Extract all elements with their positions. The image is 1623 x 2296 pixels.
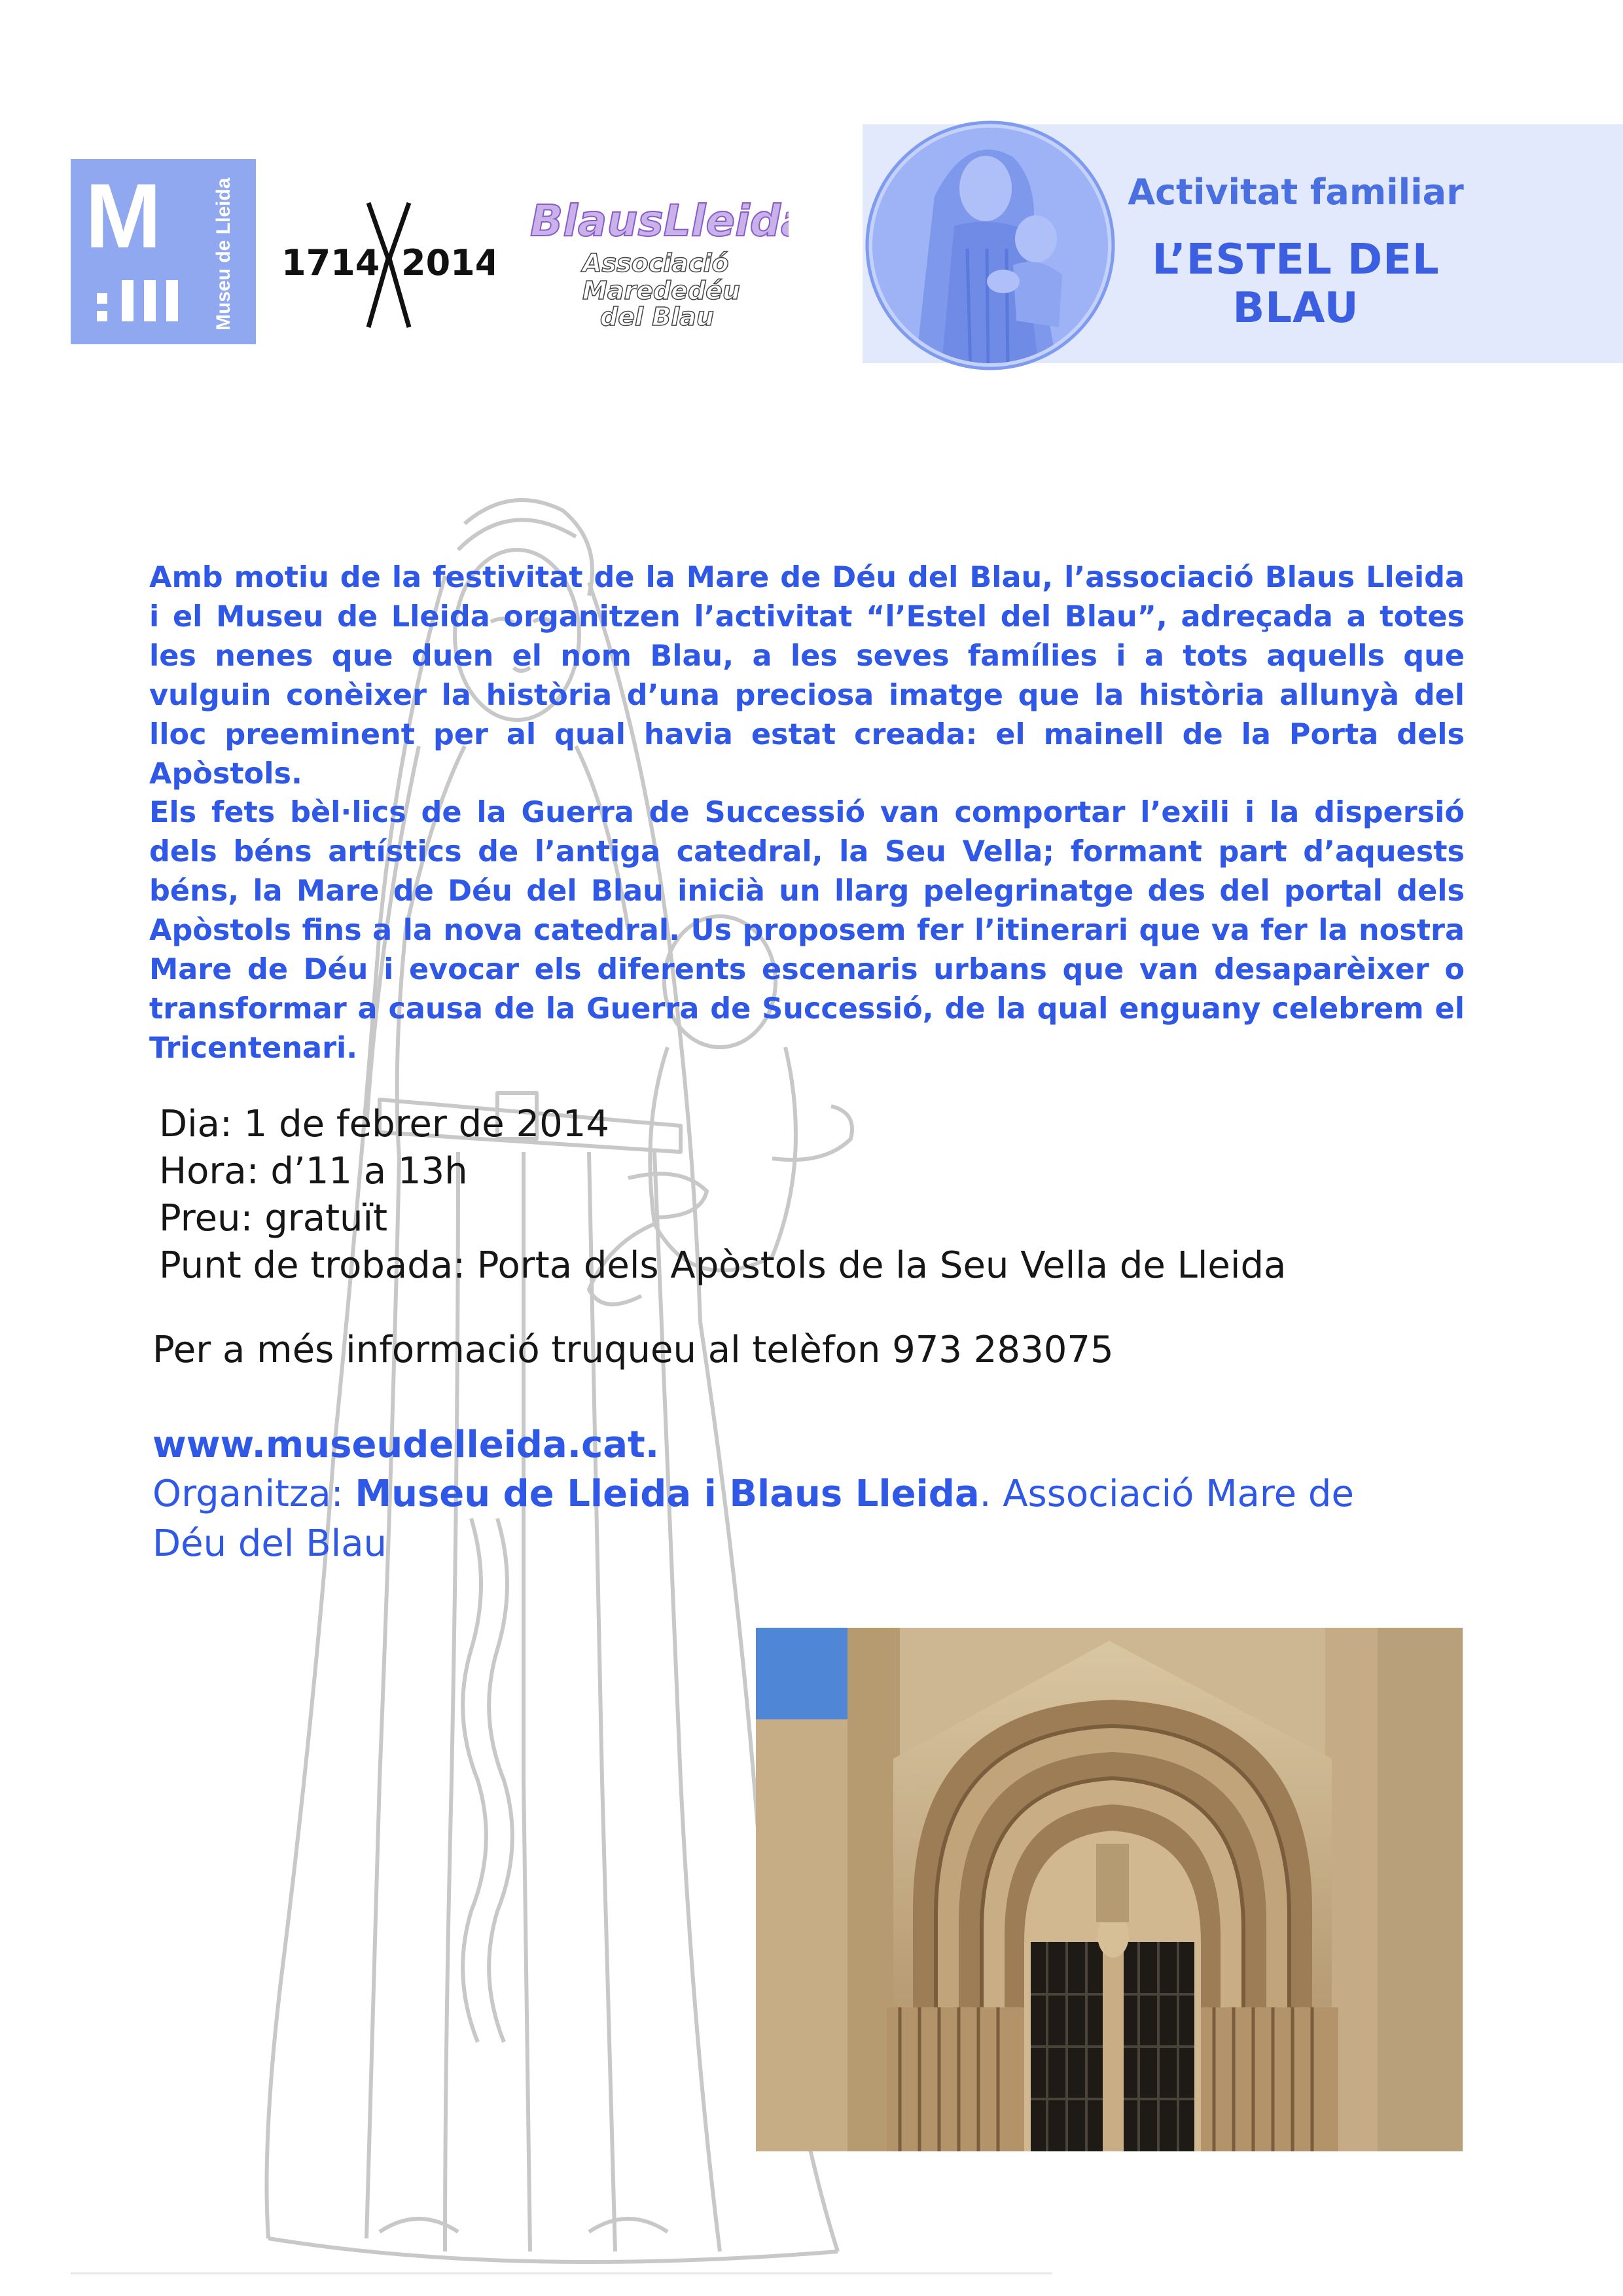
banner-subtitle: Activitat familiar: [1128, 171, 1464, 213]
organizer-line: [152, 1469, 1396, 1569]
event-details: [159, 1101, 1286, 1289]
svg-text:Marededéu: Marededéu: [582, 276, 740, 305]
svg-text:1714: 1714: [281, 242, 380, 283]
svg-text:Museu de Lleida: Museu de Lleida: [213, 177, 234, 331]
event-price: Preu: gratuït: [159, 1197, 388, 1240]
svg-text:2014: 2014: [401, 242, 494, 283]
virgin-medallion-icon: [863, 118, 1118, 373]
organizer-prefix: Organitza:: [152, 1473, 355, 1515]
blaus-lleida-logo: [527, 187, 789, 337]
website-link[interactable]: www.museudelleida.cat.: [152, 1424, 660, 1466]
phone-info: Per a més informació truqueu al telèfon 973 283075: [152, 1329, 1114, 1371]
organizer-suffix: . Associació Mare de Déu del Blau: [152, 1473, 1354, 1565]
banner-title: L’ESTEL DEL BLAU: [1152, 236, 1440, 332]
cathedral-portal-photo: [756, 1628, 1463, 2151]
history-paragraph: Els fets bèl·lics de la Guerra de Successió van comportar l’exili i la dispersió dels béns artístics de l’antiga catedral, la Seu Vella; formant part d’aquests béns, la Mare de Déu del Blau inicià un llarg pelegrinatge des del portal dels Apòstols fins a la nova catedral. Us proposem fer l’itinerari que va fer la nostra Mare de Déu i evocar els diferents escenaris urbans que van desaparèixer o transformar a causa de la Guerra de Successió, de la qual enguany celebrem el Tricentenari.: [149, 796, 1465, 1065]
event-meeting-point: Punt de trobada: Porta dels Apòstols de la Seu Vella de Lleida: [159, 1244, 1287, 1287]
svg-text:M: M: [85, 164, 162, 267]
event-time: Hora: d’11 a 13h: [159, 1150, 468, 1193]
anniversary-1714-2014-logo: [278, 196, 494, 334]
intro-paragraph: Amb motiu de la festivitat de la Mare de Déu del Blau, l’associació Blaus Lleida i el Museu de Lleida organitzen l’activitat “l’Estel del Blau”, adreçada a totes les nenes que duen el nom Blau, a les seves famílies i a tots aquells que vulguin conèixer la història d’una preciosa imatge que la història allunyà del lloc preeminent per al qual havia estat creada: el mainell de la Porta dels Apòstols.: [149, 561, 1465, 791]
svg-text:del Blau: del Blau: [600, 302, 714, 331]
event-date: Dia: 1 de febrer de 2014: [159, 1103, 609, 1145]
organizer-names: Museu de Lleida i Blaus Lleida: [355, 1473, 980, 1515]
museu-de-lleida-logo: [71, 159, 256, 344]
svg-text:BlausLleida: BlausLleida: [530, 196, 789, 246]
svg-text:Associació: Associació: [582, 249, 729, 278]
footer-divider: [71, 2272, 1052, 2274]
